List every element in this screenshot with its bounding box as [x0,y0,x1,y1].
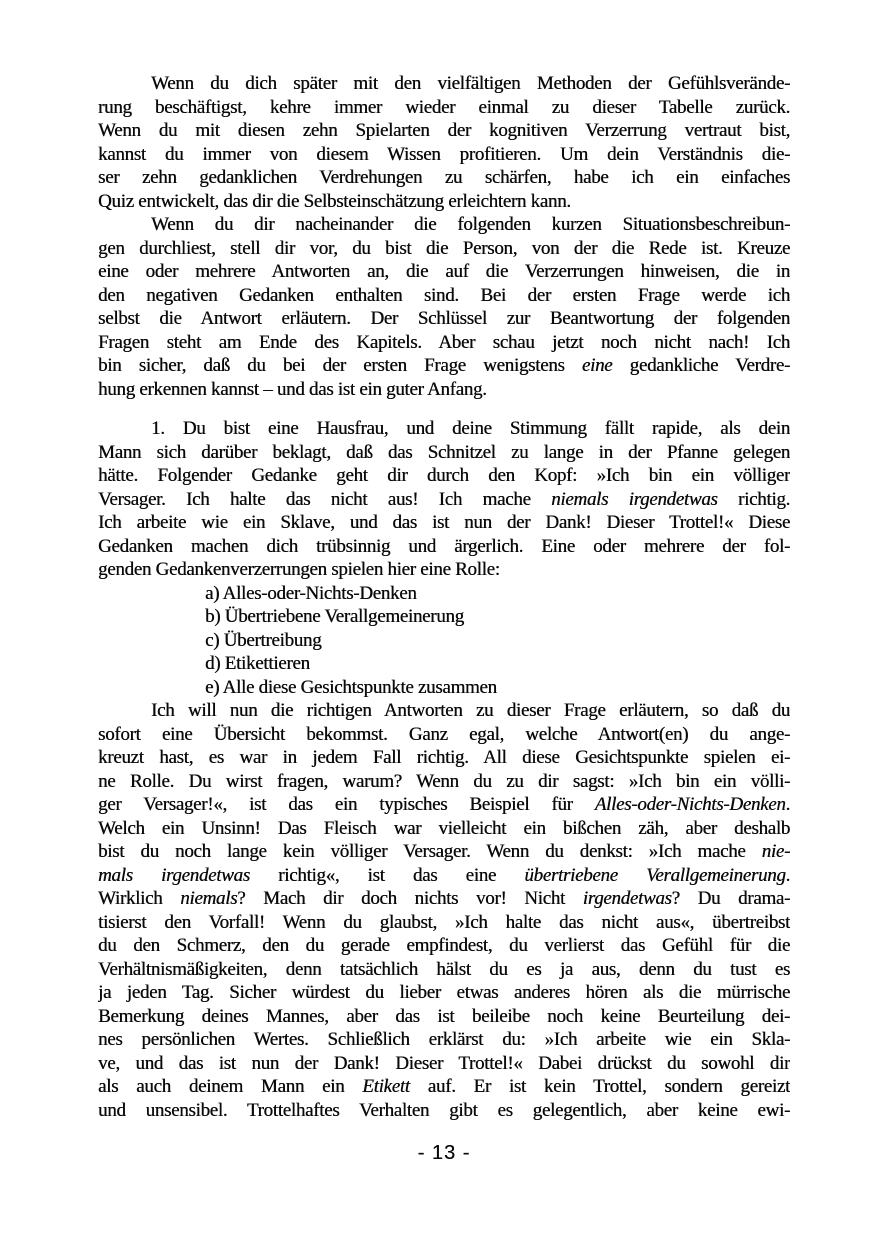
answer-explanation [98,699,790,1122]
text-line: ve, und das ist nun der Dank! Dieser Trottel!« Dabei drückst du sowohl dir [98,1052,790,1074]
text-line: Mann sich darüber beklagt, daß das Schnitzel zu lange in der Pfanne gelegen [98,441,790,463]
text-line: genden Gedankenverzerrungen spielen hier eine Rolle: [98,559,500,580]
text-line: Versager. Ich halte das nicht aus! Ich mache niemals irgendetwas richtig. [98,488,790,510]
text-line: e) Alle diese Gesichtspunkte zusammen [205,676,497,698]
text-line: bin sicher, daß du bei der ersten Frage wenigstens eine gedankliche Verdre- [98,355,790,376]
text-line: Ich will nun die richtigen Antworten zu dieser Frage erläutern, so daß du [151,700,790,721]
text-line: und unsensibel. Trottelhaftes Verhalten gibt es gelegentlich, aber keine ewi- [98,1099,790,1121]
text-line: kannst du immer von diesem Wissen profitieren. Um dein Verständnis die- [98,143,790,165]
text-line: ja jeden Tag. Sicher würdest du lieber etwas anderes hören als die mürrische [98,982,790,1003]
text-line: hung erkennen kannst – und das ist ein guter Anfang. [98,378,487,400]
text-line: Wenn du mit diesen zehn Spielarten der kognitiven Verzerrung vertraut bist, [98,120,790,141]
text-line: du den Schmerz, den du gerade empfindest, du verlierst das Gefühl für die [98,935,790,956]
text-line: als auch deinem Mann ein Etikett auf. Er ist kein Trottel, sondern gereizt [98,1076,790,1097]
text-line: kreuzt hast, es war in jedem Fall richtig. All diese Gesichtspunkte spielen ei- [98,747,790,768]
text-line: nes persönlichen Wertes. Schließlich erklärst du: »Ich arbeite wie ein Skla- [98,1029,790,1050]
text-line: Welch ein Unsinn! Das Fleisch war vielleicht ein bißchen zäh, aber deshalb [98,817,790,839]
text-line: Wirklich niemals? Mach dir doch nichts vor! Nicht irgendetwas? Du drama- [98,888,790,909]
paragraph-quiz-instructions [98,213,790,401]
text-line: 1. Du bist eine Hausfrau, und deine Stimmung fällt rapide, als dein [151,418,790,439]
text-line: Wenn du dich später mit den vielfältigen Methoden der Gefühlsverände- [151,73,790,94]
text-line: Ich arbeite wie ein Sklave, und das ist nun der Dank! Dieser Trottel!« Diese [98,512,790,533]
text-line: ser zehn gedanklichen Verdrehungen zu schärfen, habe ich ein einfaches [98,167,790,188]
text-line: Quiz entwickelt, das dir die Selbsteinschätzung erleichtern kann. [98,190,571,212]
text-line: gen durchliest, stell dir vor, du bist die Person, von der die Rede ist. Kreuze [98,237,790,259]
text-line: eine oder mehrere Antworten an, die auf die Verzerrungen hinweisen, die in [98,261,790,282]
text-line: Fragen steht am Ende des Kapitels. Aber schau jetzt noch nicht nach! Ich [98,331,790,353]
text-line: hätte. Folgender Gedanke geht dir durch den Kopf: »Ich bin ein völliger [98,465,790,486]
text-line: a) Alles-oder-Nichts-Denken [205,582,417,604]
text-line: tisierst den Vorfall! Wenn du glaubst, »Ich halte das nicht aus«, übertreibst [98,911,790,933]
text-line: den negativen Gedanken enthalten sind. Bei der ersten Frage werde ich [98,284,790,306]
text-line: Gedanken machen dich trübsinnig und ärgerlich. Eine oder mehrere der fol- [98,535,790,557]
text-line: selbst die Antwort erläutern. Der Schlüssel zur Beantwortung der folgenden [98,308,790,329]
text-line: Verhältnismäßigkeiten, denn tatsächlich hälst du es ja aus, denn du tust es [98,958,790,980]
text-line: b) Übertriebene Verallgemeinerung [205,606,464,627]
text-column [98,72,790,1122]
text-line: sofort eine Übersicht bekommst. Ganz egal, welche Antwort(en) du ange- [98,723,790,745]
text-line: Wenn du dir nacheinander die folgenden kurzen Situationsbeschreibun- [151,214,790,235]
paragraph-intro-table [98,72,790,213]
text-line: ger Versager!«, ist das ein typisches Beispiel für Alles-oder-Nichts-Denken. [98,794,790,815]
question-1 [98,417,790,582]
text-line: c) Übertreibung [205,629,322,651]
text-line: d) Etikettieren [205,653,310,674]
text-line: bist du noch lange kein völliger Versager. Wenn du denkst: »Ich mache nie- [98,841,790,862]
text-line: rung beschäftigst, kehre immer wieder einmal zu dieser Tabelle zurück. [98,96,790,118]
page-number: - 13 - [417,1142,471,1164]
answer-options [98,582,790,700]
text-line: Bemerkung deines Mannes, aber das ist beileibe noch keine Beurteilung dei- [98,1005,790,1027]
text-line: mals irgendetwas richtig«, ist das eine übertriebene Verallgemeinerung. [98,864,790,886]
text-line: ne Rolle. Du wirst fragen, warum? Wenn du zu dir sagst: »Ich bin ein völli- [98,770,790,792]
